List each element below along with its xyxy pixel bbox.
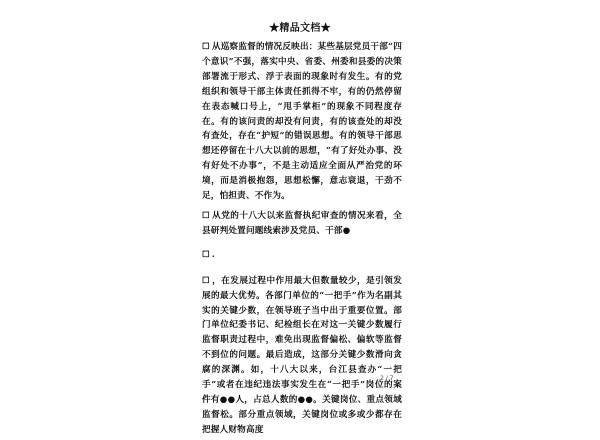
checkbox-bullet-icon: ☐ xyxy=(202,249,210,260)
document-body xyxy=(202,40,402,440)
paragraph-3 xyxy=(202,248,402,263)
paragraph-2 xyxy=(202,209,402,239)
paragraph-1 xyxy=(202,40,402,204)
paragraph-4 xyxy=(202,274,402,438)
paragraph-2-text: 从党的十八大以来监督执纪审查的情况来看，全县研判处置问题线索涉及党员、干部● xyxy=(202,210,402,236)
paragraph-1-text: 从巡察监督的情况反映出：某些基层党员干部“四个意识”不强，落实中央、省委、州委和县委的决策部署流于形式、浮于表面的现象时有发生。有的党组织和领导干部主体责任抓得不牢，有的仍然停留在表态喊口号上，“甩手掌柜”的现象不同程度存在。有的该问责的却没有问责，有的该查处的却没有查处，存在“护短”的错误思想。有的领导干部思想还停留在十八大以前的思想，“有了好处办事、没有好处不办事”，不是主动适应全面从严治党的环境，而是消极抱怨，思想松懈，意志衰退，干劲不足，怕担责、不作为。 xyxy=(202,42,402,202)
checkbox-bullet-icon: ☐ xyxy=(202,210,210,221)
document-header: ★精品文档★ xyxy=(269,23,331,34)
checkbox-bullet-icon: ☐ xyxy=(202,42,210,52)
page-number: 2 / 7 xyxy=(380,375,394,382)
checkbox-bullet-icon: ☐ xyxy=(202,275,210,286)
paragraph-3-text: . xyxy=(211,249,216,260)
paragraph-4-text: ，在发展过程中作用最大但数量较少，是引领发展的最大优势。各部门单位的“一把手”作为名副其实的关键少数，在领导班子当中出于重要位置。部门单位纪委书记、纪检组长在对这一关键少数履行监督职责过程中，难免出现监督偏松、偏软等监督不到位的问题。最后造成，这部分关键少数滑向贪腐的深渊。如，十八大以来，台江县查办“一把手”或者在违纪违法事实发生在“一把手”岗位的案件有●●人，占总人数的●●。关键岗位、重点领域监督松。部分重点领域，关键岗位或多或少都存在把握人财物高度 xyxy=(202,275,402,435)
